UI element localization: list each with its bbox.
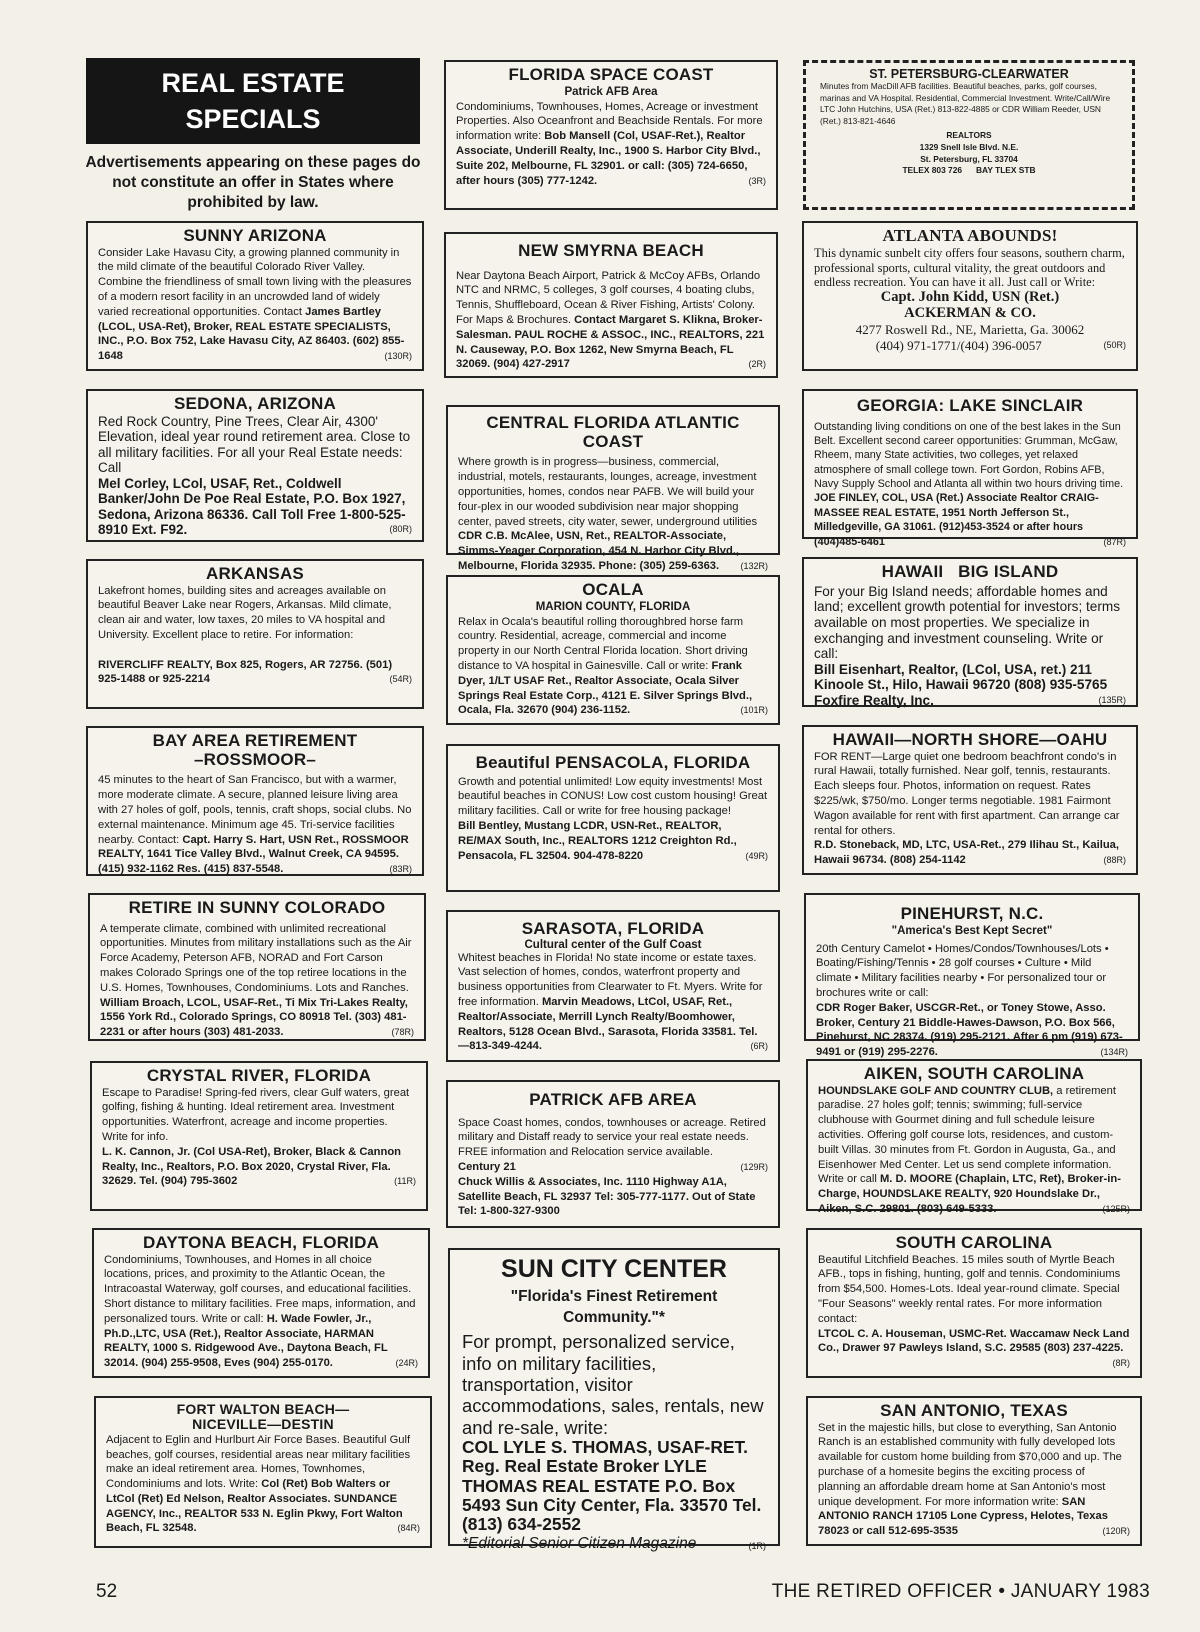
ad-address: 4277 Roswell Rd., NE, Marietta, Ga. 30062 [855,322,1085,338]
ad-code: (134R) [1100,1047,1128,1058]
ad-title: SUN CITY CENTER [501,1255,727,1283]
ad-atlanta-abounds [802,221,1138,371]
ad-code: (50R) [1103,339,1126,350]
ad-code: (8R) [1112,1358,1130,1369]
ad-code: (1R) [748,1540,766,1551]
ad-contact: Mel Corley, LCol, USAF, Ret., Coldwell Banker/John De Poe Real Estate, P.O. Box 1927, Sedona, Arizona 86336. Call Toll Free 1-800-525-8910 Ext. F92. [98,475,406,538]
ad-title: PATRICK AFB AREA [529,1090,697,1109]
ad-title: OCALA [582,580,644,599]
ad-fort-walton-beach [94,1396,432,1548]
ad-hawaii-north-shore [802,725,1138,875]
ad-body: For prompt, personalized service, info on military facilities, transportation, visitor accommodations, sales, rentals, new and re-sale, write: [462,1331,764,1438]
ad-body: Whitest beaches in Florida! No state income or estate taxes. Vast selection of homes, condos, waterfront property and business opportunities from Clearwater to Ft. Myers. Write for free information. [458,951,763,1009]
ad-code: (132R) [740,560,768,571]
ad-san-antonio-texas [806,1396,1142,1546]
ad-title-2: –ROSSMOOR– [194,749,316,769]
ad-contact: JOE FINLEY, COL, USA (Ret.) Associate Realtor CRAIG-MASSEE REAL ESTATE, 1951 North Jefferson St., Milledgeville, GA 31061. (912)453-3524 or after hours (404)485-6461 [814,492,1099,548]
ad-georgia-lake-sinclair [802,389,1138,548]
ad-contact: Contact Margaret S. Klikna, Broker-Salesman. PAUL ROCHE & ASSOC., INC., REALTORS, 221 N. Causeway, P.O. Box 1262, New Smyrna Beach, FL 32069. (904) 427-2917 [456,314,765,371]
ad-body: Outstanding living conditions on one of the best lakes in the Sun Belt. Excellent second career opportunities: Grumman, McGaw, Rheem, many State activities, two colleges, yet relaxed atmosphere of small college town. Fort Gordon, Robins AFB, Navy Supply School and Atlanta all within two hours driving time. [814,420,1124,491]
ad-body: Escape to Paradise! Spring-fed rivers, clear Gulf waters, great golfing, fishing & hunting. Ideal retirement area. Investment opportunities. Waterfront, acreage and income properties. Write for info. [102,1086,410,1144]
ad-contact: H. Wade Fowler, Jr., Ph.D.,LTC, USA (Ret.), Realtor Associate, HARMAN REALTY, 1000 S. Ridgewood Ave., Daytona Beach, FL 32014. (904) 255-9508, Eves (904) 255-0170. [104,1312,388,1370]
ad-code: (87R) [1103,536,1126,547]
ad-title: SUNNY ARIZONA [183,226,327,245]
banner-line-2: SPECIALS [185,103,321,134]
ad-body: Consider Lake Havasu City, a growing planned community in the mild climate of the beautiful Colorado River Valley. Combine the friendliness of small town living with the pleasures of a modern resort facility in an uncrowded land of widely varied recreational opportunities. Contact [98,246,412,318]
magazine-footer: THE RETIRED OFFICER • JANUARY 1983 [771,1581,1150,1602]
ad-contact-2: ACKERMAN & CO. [904,305,1036,322]
ad-title: ARKANSAS [206,564,304,583]
ad-code: (11R) [394,1176,416,1187]
ad-code: (101R) [740,705,768,716]
ad-contact: CDR C.B. McAlee, USN, Ret., REALTOR-Associate, Simms-Yeager Corporation, 454 N. Harbor City Blvd., Melbourne, Florida 32935. Phone: (305) 259-6363. [458,530,740,572]
ad-code: (2R) [748,359,766,370]
ad-sarasota [446,910,780,1062]
ad-city: St. Petersburg, FL 33704 [920,153,1018,164]
page-number: 52 [96,1581,118,1602]
ad-contact: CDR Roger Baker, USCGR-Ret., or Toney Stowe, Asso. Broker, Century 21 Biddle-Hawes-Dawson, P.O. Box 566, Pinehurst, NC 28374. (919) 295-2121. After 6 pm (919) 673-9491 or (919) 295-2276. [816,1001,1123,1059]
ad-code: (130R) [384,351,412,362]
ad-code: (54R) [389,674,412,685]
ad-arkansas [86,559,424,709]
ad-sun-city-center [448,1248,780,1552]
ad-body: Space Coast homes, condos, townhouses or acreage. Retired military and Distaff ready to service your real estate needs. FREE information and Relocation service available. [458,1116,766,1159]
ad-hawaii-big-island [802,557,1138,707]
ad-code: (78R) [391,1027,414,1038]
ad-contact: James Bartley (LCOL, USA-Ret), Broker, REAL ESTATE SPECIALISTS, INC., P.O. Box 752, Lake Havasu City, AZ 86403. (602) 855-1648 [98,305,405,363]
ad-ocala [446,575,780,725]
ad-title: FLORIDA SPACE COAST [508,65,714,84]
ad-daytona-beach [92,1228,430,1378]
ad-code: (3R) [748,175,766,186]
ad-contact: L. K. Cannon, Jr. (Col USA-Ret), Broker, Black & Cannon Realty, Inc., Realtors, P.O. Box 2020, Crystal River, Fla. 32629. Tel. (904) 795-3602 [102,1145,401,1188]
ad-patrick-afb [446,1080,780,1228]
ad-title: DAYTONA BEACH, FLORIDA [142,1233,380,1252]
ad-body: Growth and potential unlimited! Low equity investments! Most beautiful beaches in CONUS! Low cost custom housing! Great military facilities. Call or write for free housing package! [458,775,768,818]
ad-title: ST. PETERSBURG-CLEARWATER [869,67,1069,81]
ad-title: SOUTH CAROLINA [895,1233,1053,1252]
ad-contact: Capt. Harry S. Hart, USN Ret., ROSSMOOR REALTY, 1641 Tice Valley Blvd., Walnut Creek, CA 94595. (415) 932-1162 Res. (415) 837-5548. [98,833,409,876]
ad-code: (120R) [1102,1526,1130,1537]
ad-title: GEORGIA: LAKE SINCLAIR [856,396,1084,415]
ad-title: PINEHURST, N.C. [900,904,1044,923]
ad-body: This dynamic sunbelt city offers four seasons, southern charm, professional sports, cultural vitality, the great outdoors and endless recreation. You can have it all. Just call or Write: [814,245,1125,290]
ad-body: Relax in Ocala's beautiful rolling thoroughbred horse farm country. Residential, acreage, commercial and income property in our North Central Florida location. Short driving distance to VA hospital in Gainesville. Call or write: [458,615,748,673]
ad-bay-area [86,726,424,876]
ad-code: (129R) [740,1162,768,1173]
ad-title: RETIRE IN SUNNY COLORADO [128,898,386,917]
ad-title-2: NICEVILLE—DESTIN [192,1416,334,1433]
ad-aiken-south-carolina [806,1059,1142,1215]
legal-disclaimer: Advertisements appearing on these pages do not constitute an offer in States where prohibited by law. [85,154,421,212]
ad-contact: Col (Ret) Bob Walters or LtCol (Ret) Ed Nelson, Realtor Associates. SUNDANCE AGENCY, Inc., REALTOR 533 N. Eglin Pkwy, Fort Walton Beach, FL 32548. [106,1478,403,1535]
ad-crystal-river [90,1061,428,1211]
ad-title: SARASOTA, FLORIDA [521,919,705,938]
ad-lead: HOUNDSLAKE GOLF AND COUNTRY CLUB, [818,1084,1054,1097]
ad-body: Condominiums, Townhouses, Homes, Acreage or investment Properties. Also Oceanfront and Beachside Rentals. For more information write: [456,100,763,143]
ad-code: (49R) [745,850,768,861]
ad-pensacola [446,744,780,892]
ad-body: a retirement paradise. 27 holes golf; tennis; swimming; full-service clubhouse with Gourmet dining and full schedule leisure activities. Offering golf course lots, residences, and custom-built Villas. 30 minutes from Ft. Gordon in Augusta, Ga., and Eisenhower Med Center. Let us send complete information. Write or call [818,1084,1116,1186]
ad-contact: COL LYLE S. THOMAS, USAF-RET. Reg. Real Estate Broker LYLE THOMAS REAL ESTATE P.O. Box 5493 Sun City Center, Fla. 33570 Tel. (813) 634-2552 [462,1436,762,1535]
ad-contact: Bill Eisenhart, Realtor, (LCol, USA, ret.) 211 Kinoole St., Hilo, Hawaii 96720 (808) 935-5765 Foxfire Realty, Inc. [814,661,1108,709]
ad-tagline: "Florida's Finest Retirement Community."* [510,1287,718,1326]
ad-title: NEW SMYRNA BEACH [518,241,704,260]
ad-pinehurst [804,893,1140,1059]
ad-body: Near Daytona Beach Airport, Patrick & McCoy AFBs, Orlando NTC and NRMC, 5 colleges, 3 golf courses, 4 boating clubs, Tennis, Shuffleboard, Ocean & River Fishing, Artists' Colony. For Maps & Brochures. [456,269,761,327]
ad-phone: (404) 971-1771/(404) 396-0057 [875,337,1042,353]
ad-subtitle: MARION COUNTY, FLORIDA [535,600,691,613]
ad-title: Beautiful PENSACOLA, FLORIDA [475,753,751,772]
ad-body: Lakefront homes, building sites and acreages available on beautiful Beaver Lake near Rogers, Arkansas. Mild climate, clean air and water, low taxes, 20 miles to VA hospital and University. Excellent place to retire. For information: [98,584,392,642]
ad-contact: Bill Bentley, Mustang LCDR, USN-Ret., REALTOR, RE/MAX South, Inc., REALTORS 1212 Creighton Rd., Pensacola, FL 32504. 904-478-8220 [458,820,737,862]
ad-title: FORT WALTON BEACH— [176,1401,350,1417]
ad-sunny-colorado [88,893,426,1041]
section-banner [86,58,420,144]
ad-subtitle: "America's Best Kept Secret" [891,924,1053,937]
banner-line-1: REAL ESTATE [161,68,345,98]
ad-body: Set in the majestic hills, but close to everything, San Antonio Ranch is an established community with fully developed lots available for custom home building from $70,000 and up. The purchase of a homesite begins the exciting process of planning an affordable dream home at San Antonio's most unique development. For more information write: [818,1421,1122,1508]
ad-title: SEDONA, ARIZONA [174,394,336,413]
ad-title: HAWAII—NORTH SHORE—OAHU [832,730,1108,749]
ad-sedona-arizona [86,389,424,542]
ad-code: (88R) [1103,855,1126,866]
ad-contact: SAN ANTONIO RANCH 17105 Lone Cypress, Helotes, Texas 78023 or call 512-695-3535 [818,1495,1108,1538]
ad-code: (80R) [389,524,412,535]
ad-title: SAN ANTONIO, TEXAS [880,1401,1068,1420]
ad-contact: R.D. Stoneback, MD, LTC, USA-Ret., 279 Ilihau St., Kailua, Hawaii 96734. (808) 254-1142 [814,839,1120,867]
ad-title: AIKEN, SOUTH CAROLINA [863,1064,1085,1083]
ad-florida-space-coast [444,60,778,210]
ad-body: Minutes from MacDill AFB facilities. Beautiful beaches, parks, golf courses, marinas and VA Hospital. Residential, Commercial Investment. Write/Call/Wire LTC John Hutchins, USA (Ret.) 813-822-4885 or CDR William Reeder, USN (Ret.) 813-821-4646 [820,81,1111,126]
ad-subtitle: Patrick AFB Area [564,85,658,98]
ad-new-smyrna-beach [444,232,778,378]
ad-body: Condominiums, Townhouses, and Homes in all choice locations, prices, and proximity to the Atlantic Ocean, the Intracoastal Waterway, golf courses, and educational facilities. Short distance to military facilities. Free maps, information, and personalized tours. Write or call: [104,1253,416,1325]
ad-body: 45 minutes to the heart of San Francisco, but with a warmer, more moderate climate. A secure, planned leisure living area with 27 holes of golf, pools, tennis, craft shops, social clubs. No external maintenance. Minimum age 45. Tri-service facilities nearby. Contact: [98,774,412,846]
ad-contact: RIVERCLIFF REALTY, Box 825, Rogers, AR 72756. (501) 925-1488 or 925-2214 [98,658,393,686]
ad-st-petersburg-clearwater [803,60,1135,210]
ad-code: (84R) [397,1523,420,1534]
ad-code: (6R) [750,1041,768,1052]
ad-contact: Marvin Meadows, LtCol, USAF, Ret., Realtor/Associate, Merrill Lynch Realty/Boomhower, Realtors, 5128 Ocean Blvd., Sarasota, Florida 33581. Tel.—813-349-4244. [458,996,758,1053]
ad-contact: LTCOL C. A. Houseman, USMC-Ret. Waccamaw Neck Land Co., Drawer 97 Pawleys Island, S.C. 29585 (803) 237-4225. [818,1327,1130,1355]
ad-code: (24R) [395,1358,418,1369]
ad-contact: Century 21 [458,1161,516,1174]
ad-body: For your Big Island needs; affordable homes and land; excellent growth potential for investors; terms available on most properties. We specialize in exchanging and investment counseling. Write or call: [814,583,1121,662]
ad-title: HAWAII BIG ISLAND [881,562,1059,581]
ad-title: CRYSTAL RIVER, FLORIDA [146,1066,372,1085]
ad-body: A temperate climate, combined with unlimited recreational opportunities. Minutes from military installations such as the Air Force Academy, Peterson AFB, NORAD and Fort Carson makes Colorado Springs one of the top retiree locations in the U.S. Homes, Townhouses, Condominiums. Lots and Ranches. [100,922,412,994]
ad-code: (83R) [389,864,412,875]
ad-contact-2: Chuck Willis & Associates, Inc. 1110 Highway A1A, Satellite Beach, FL 32937 Tel: 305-777-1177. Out of State Tel: 1-800-327-9300 [458,1175,756,1218]
ad-sunny-arizona [86,221,424,371]
ad-address: 1329 Snell Isle Blvd. N.E. [919,141,1019,152]
ad-body: Red Rock Country, Pine Trees, Clear Air, 4300' Elevation, ideal year round retirement area. Close to all military facilities. For all your Real Estate needs: Call [98,413,411,476]
ad-telex: TELEX 803 726 BAY TLEX STB [902,165,1036,176]
ad-south-carolina [806,1228,1142,1378]
ad-contact: William Broach, LCOL, USAF-Ret., Ti Mix Tri-Lakes Realty, 1556 York Rd., Colorado Springs, CO 80918 Tel. (303) 481-2231 or after hours (303) 481-2033. [100,996,408,1039]
ad-code: (135R) [1098,695,1126,706]
ad-editorial-note: *Editorial Senior Citizen Magazine [462,1534,697,1552]
ad-code: (125R) [1102,1203,1130,1214]
ad-title: CENTRAL FLORIDA ATLANTIC COAST [486,413,740,451]
ad-subtitle: Cultural center of the Gulf Coast [524,938,702,951]
ad-contact: Frank Dyer, 1/LT USAF Ret., Realtor Associate, Ocala Silver Springs Real Estate Corp., 4121 E. Silver Springs Blvd., Ocala, Fla. 32670 (904) 236-1152. [458,660,753,717]
ad-realtors: REALTORS [946,130,992,141]
ad-body: 20th Century Camelot • Homes/Condos/Townhouses/Lots • Boating/Fishing/Tennis • 28 golf courses • Culture • Mild climate • Military facilities nearby • For personalized tour or brochures write or call: [816,942,1109,1000]
ad-central-florida [446,405,780,572]
ad-body: Beautiful Litchfield Beaches. 15 miles south of Myrtle Beach AFB., tops in fishing, hunting, golf and tennis. Condominiums from $54,500. Homes-Lots. Ideal year-round climate. Special "Four Seasons" weekly rental rates. For more information contact: [818,1253,1121,1325]
ad-contact: M. D. MOORE (Chaplain, LTC, Ret), Broker-in-Charge, HOUNDSLAKE REALTY, 920 Houndslake Dr., Aiken, S.C. 29801. (803) 649-5333. [818,1173,1121,1215]
ad-contact: Bob Mansell (Col, USAF-Ret.), Realtor Associate, Underill Realty, Inc., 1900 S. Harbor City Blvd., Suite 202, Melbourne, FL 32901. or call: (305) 724-6650, after hours (305) 777-1242. [456,130,761,187]
ad-body: Adjacent to Eglin and Hurlburt Air Force Bases. Beautiful Gulf beaches, golf courses, residential areas near military facilities make an ideal retirement area. Homes, Townhomes, Condominiums and lots. Write: [106,1433,411,1491]
ad-title: BAY AREA RETIREMENT [152,731,358,750]
ad-contact: Capt. John Kidd, USN (Ret.) [880,289,1060,306]
ad-body: Where growth is in progress—business, commercial, industrial, motels, restaurants, lounges, acreage, investment opportunities, homes, condos near PAFB. We will build your four-plex in our wooded subdivision near major shopping center, paved streets, city water, sewer, underground utilities [458,456,758,528]
ad-title: ATLANTA ABOUNDS! [882,226,1058,245]
ad-body: FOR RENT—Large quiet one bedroom beachfront condo's in rural Hawaii, totally furnished. Near golf, tennis, restaurants. Each sleeps four. Photos, information on request. Rates $225/wk, $750/mo. Longer terms negotiable. 1981 Fairmont Wagon available for rent with first apartment. Can arrange car rental for others. [814,750,1120,837]
